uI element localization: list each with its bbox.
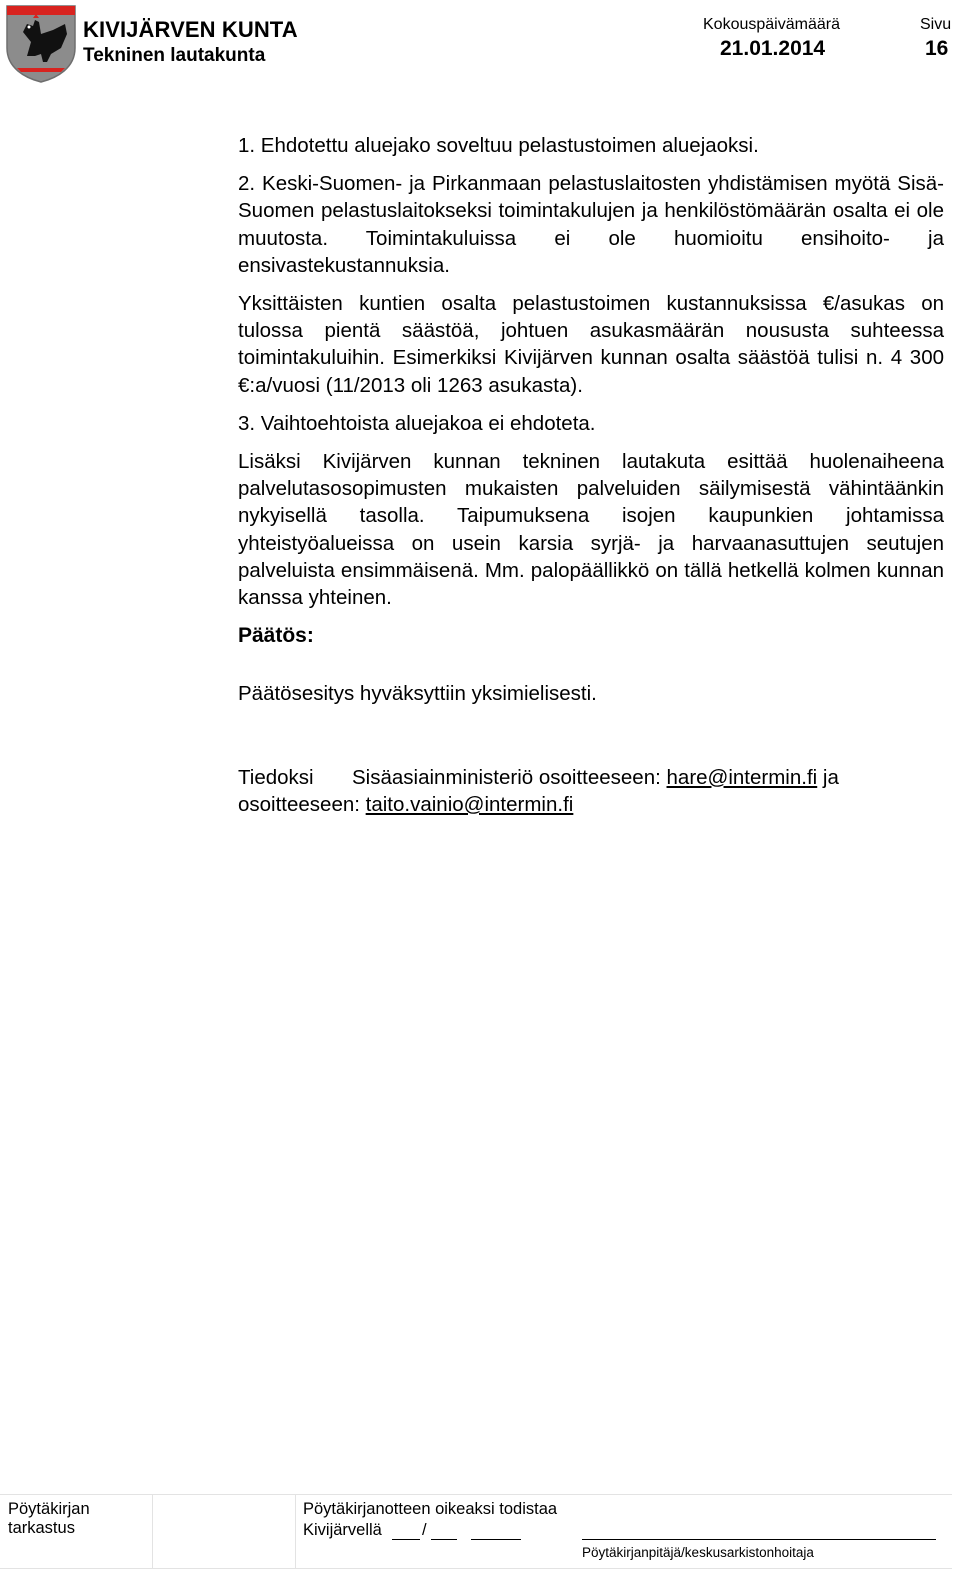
distribution-note xyxy=(238,764,944,818)
footer-review-column xyxy=(0,1495,153,1568)
email-link-taito[interactable]: taito.vainio@intermin.fi xyxy=(365,792,574,816)
organization-name: KIVIJÄRVEN KUNTA xyxy=(83,17,298,42)
address-label: osoitteeseen: xyxy=(238,792,360,816)
review-label: Pöytäkirjan tarkastus xyxy=(8,1500,90,1537)
certified-label: Pöytäkirjanotteen oikeaksi todistaa xyxy=(303,1500,558,1518)
paragraph-4: 3. Vaihtoehtoista aluejakoa ei ehdoteta. xyxy=(238,411,596,435)
meeting-date: 21.01.2014 xyxy=(720,37,826,60)
coat-of-arms-icon xyxy=(5,4,77,84)
paragraph-3: Yksittäisten kuntien osalta pelastustoimen kustannuksissa €/asukas on tulossa pientä säästöä, johtuen asukasmäärän noususta suhteessa toimintakuluihin. Esimerkiksi Kivijärven kunnan osalta säästöä tulisi n. 4 300 €:a/vuosi (11/2013 oli 1263 asukasta). xyxy=(238,292,944,397)
paragraph-2: 2. Keski-Suomen- ja Pirkanmaan pelastuslaitosten yhdistämisen myötä Sisä-Suomen pelastuslaitokseksi toimintakulujen ja henkilöstömäärän osalta ei ole muutosta. Toimintakuluissa ei ole huomioitu ensihoito- ja ensivastekustannuksia. xyxy=(238,172,944,277)
date-month-line xyxy=(431,1539,457,1540)
footer-empty-column xyxy=(152,1495,296,1568)
signature-line xyxy=(582,1539,936,1540)
decision-text: Päätösesitys hyväksyttiin yksimielisesti. xyxy=(238,682,597,706)
page-label: Sivu xyxy=(920,16,952,33)
place-label: Kivijärvellä xyxy=(303,1521,382,1539)
distribution-label: Tiedoksi xyxy=(238,765,314,789)
date-separator: / xyxy=(422,1521,427,1539)
footer-signature-block xyxy=(0,1494,952,1569)
date-year-line xyxy=(471,1539,521,1540)
decision-heading: Päätös: xyxy=(238,624,314,648)
document-body xyxy=(238,132,944,829)
meeting-date-label: Kokouspäivämäärä xyxy=(703,16,840,33)
signer-title: Pöytäkirjanpitäjä/keskusarkistonhoitaja xyxy=(582,1545,814,1560)
page-number: 16 xyxy=(925,37,949,60)
distribution-text: Sisäasiainministeriö osoitteeseen: xyxy=(352,765,661,789)
conjunction-ja: ja xyxy=(822,765,839,789)
email-link-hare[interactable]: hare@intermin.fi xyxy=(666,765,818,789)
board-name: Tekninen lautakunta xyxy=(83,45,266,66)
paragraph-5: Lisäksi Kivijärven kunnan tekninen lautakuta esittää huolenaiheena palvelutasosopimusten mukaisten palveluiden säilymisestä vähintäänkin nykyisellä tasolla. Taipumuksena isojen kaupunkien johtamissa yhteistyöalueissa on usein karsia syrjä- ja harvaanasuttujen seutujen palveluista ensimmäisenä. Mm. palopäällikkö on tällä hetkellä kolmen kunnan kanssa yhteinen. xyxy=(238,450,944,610)
paragraph-1: 1. Ehdotettu aluejako soveltuu pelastustoimen aluejaoksi. xyxy=(238,134,759,157)
date-day-line xyxy=(392,1539,420,1540)
